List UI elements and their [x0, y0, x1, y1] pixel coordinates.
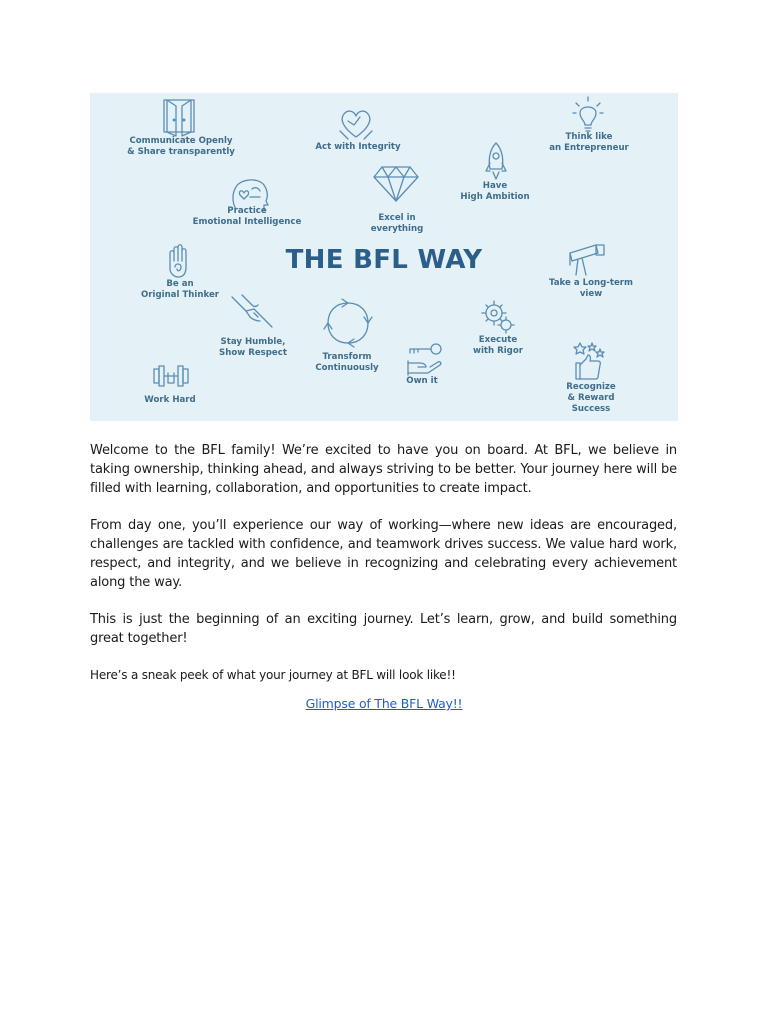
value-label-practice-emotional-intelligence: Practice Emotional Intelligence [192, 206, 302, 227]
value-label-have-high-ambition: Have High Ambition [460, 181, 530, 202]
value-label-think-like-entrepreneur: Think like an Entrepreneur [549, 132, 629, 153]
stars-thumbs-up-icon [574, 343, 604, 379]
value-label-excel-in-everything: Excel in everything [370, 213, 424, 234]
way-of-working-paragraph: From day one, you’ll experience our way of working—where new ideas are encouraged, challenges are tackled with confidence, and teamwork drives success. We value hard work, respect, and integrity, and we believe in recognizing and celebrating every achievement along the way. [90, 518, 677, 590]
link-container [0, 694, 768, 713]
diamond-icon [374, 167, 418, 201]
value-label-transform-continuously: Transform Continuously [315, 352, 379, 373]
bfl-way-banner [90, 93, 678, 421]
value-label-act-with-integrity: Act with Integrity [315, 142, 401, 152]
dumbbell-icon [154, 366, 188, 386]
door-icon [164, 100, 194, 136]
gears-icon [482, 301, 514, 333]
sneak-peek-text: Here’s a sneak peek of what your journey at BFL will look like!! [90, 668, 456, 682]
banner-title: THE BFL WAY [285, 245, 483, 275]
welcome-paragraph: Welcome to the BFL family! We’re excited to have you on board. At BFL, we believe in taking ownership, thinking ahead, and always striving to be better. Your journey here will be filled with learning, collaboration, and opportunities to create impact. [90, 443, 677, 496]
value-label-work-hard: Work Hard [144, 395, 196, 405]
key-hand-icon [408, 344, 441, 375]
journey-paragraph: This is just the beginning of an exciting journey. Let’s learn, grow, and build something great together! [90, 612, 677, 646]
value-label-take-long-term-view: Take a Long-term view [549, 278, 633, 299]
value-label-be-an-original-thinker: Be an Original Thinker [140, 279, 220, 300]
fingerprint-hand-icon [170, 245, 186, 277]
value-label-stay-humble: Stay Humble, Show Respect [219, 337, 287, 358]
value-label-communicate-openly: Communicate Openly & Share transparently [127, 136, 235, 157]
heart-hands-icon [340, 111, 372, 139]
handshake-icon [232, 295, 272, 327]
value-label-own-it: Own it [406, 376, 438, 386]
rocket-icon [486, 143, 506, 179]
value-label-execute-with-rigor: Execute with Rigor [473, 335, 523, 356]
lightbulb-icon [573, 97, 603, 131]
glimpse-bfl-way-link[interactable]: Glimpse of The BFL Way!! [305, 696, 463, 711]
telescope-icon [570, 245, 604, 275]
value-label-recognize-reward-success: Recognize & Reward Success [566, 382, 616, 414]
cycle-arrows-icon [324, 299, 372, 347]
